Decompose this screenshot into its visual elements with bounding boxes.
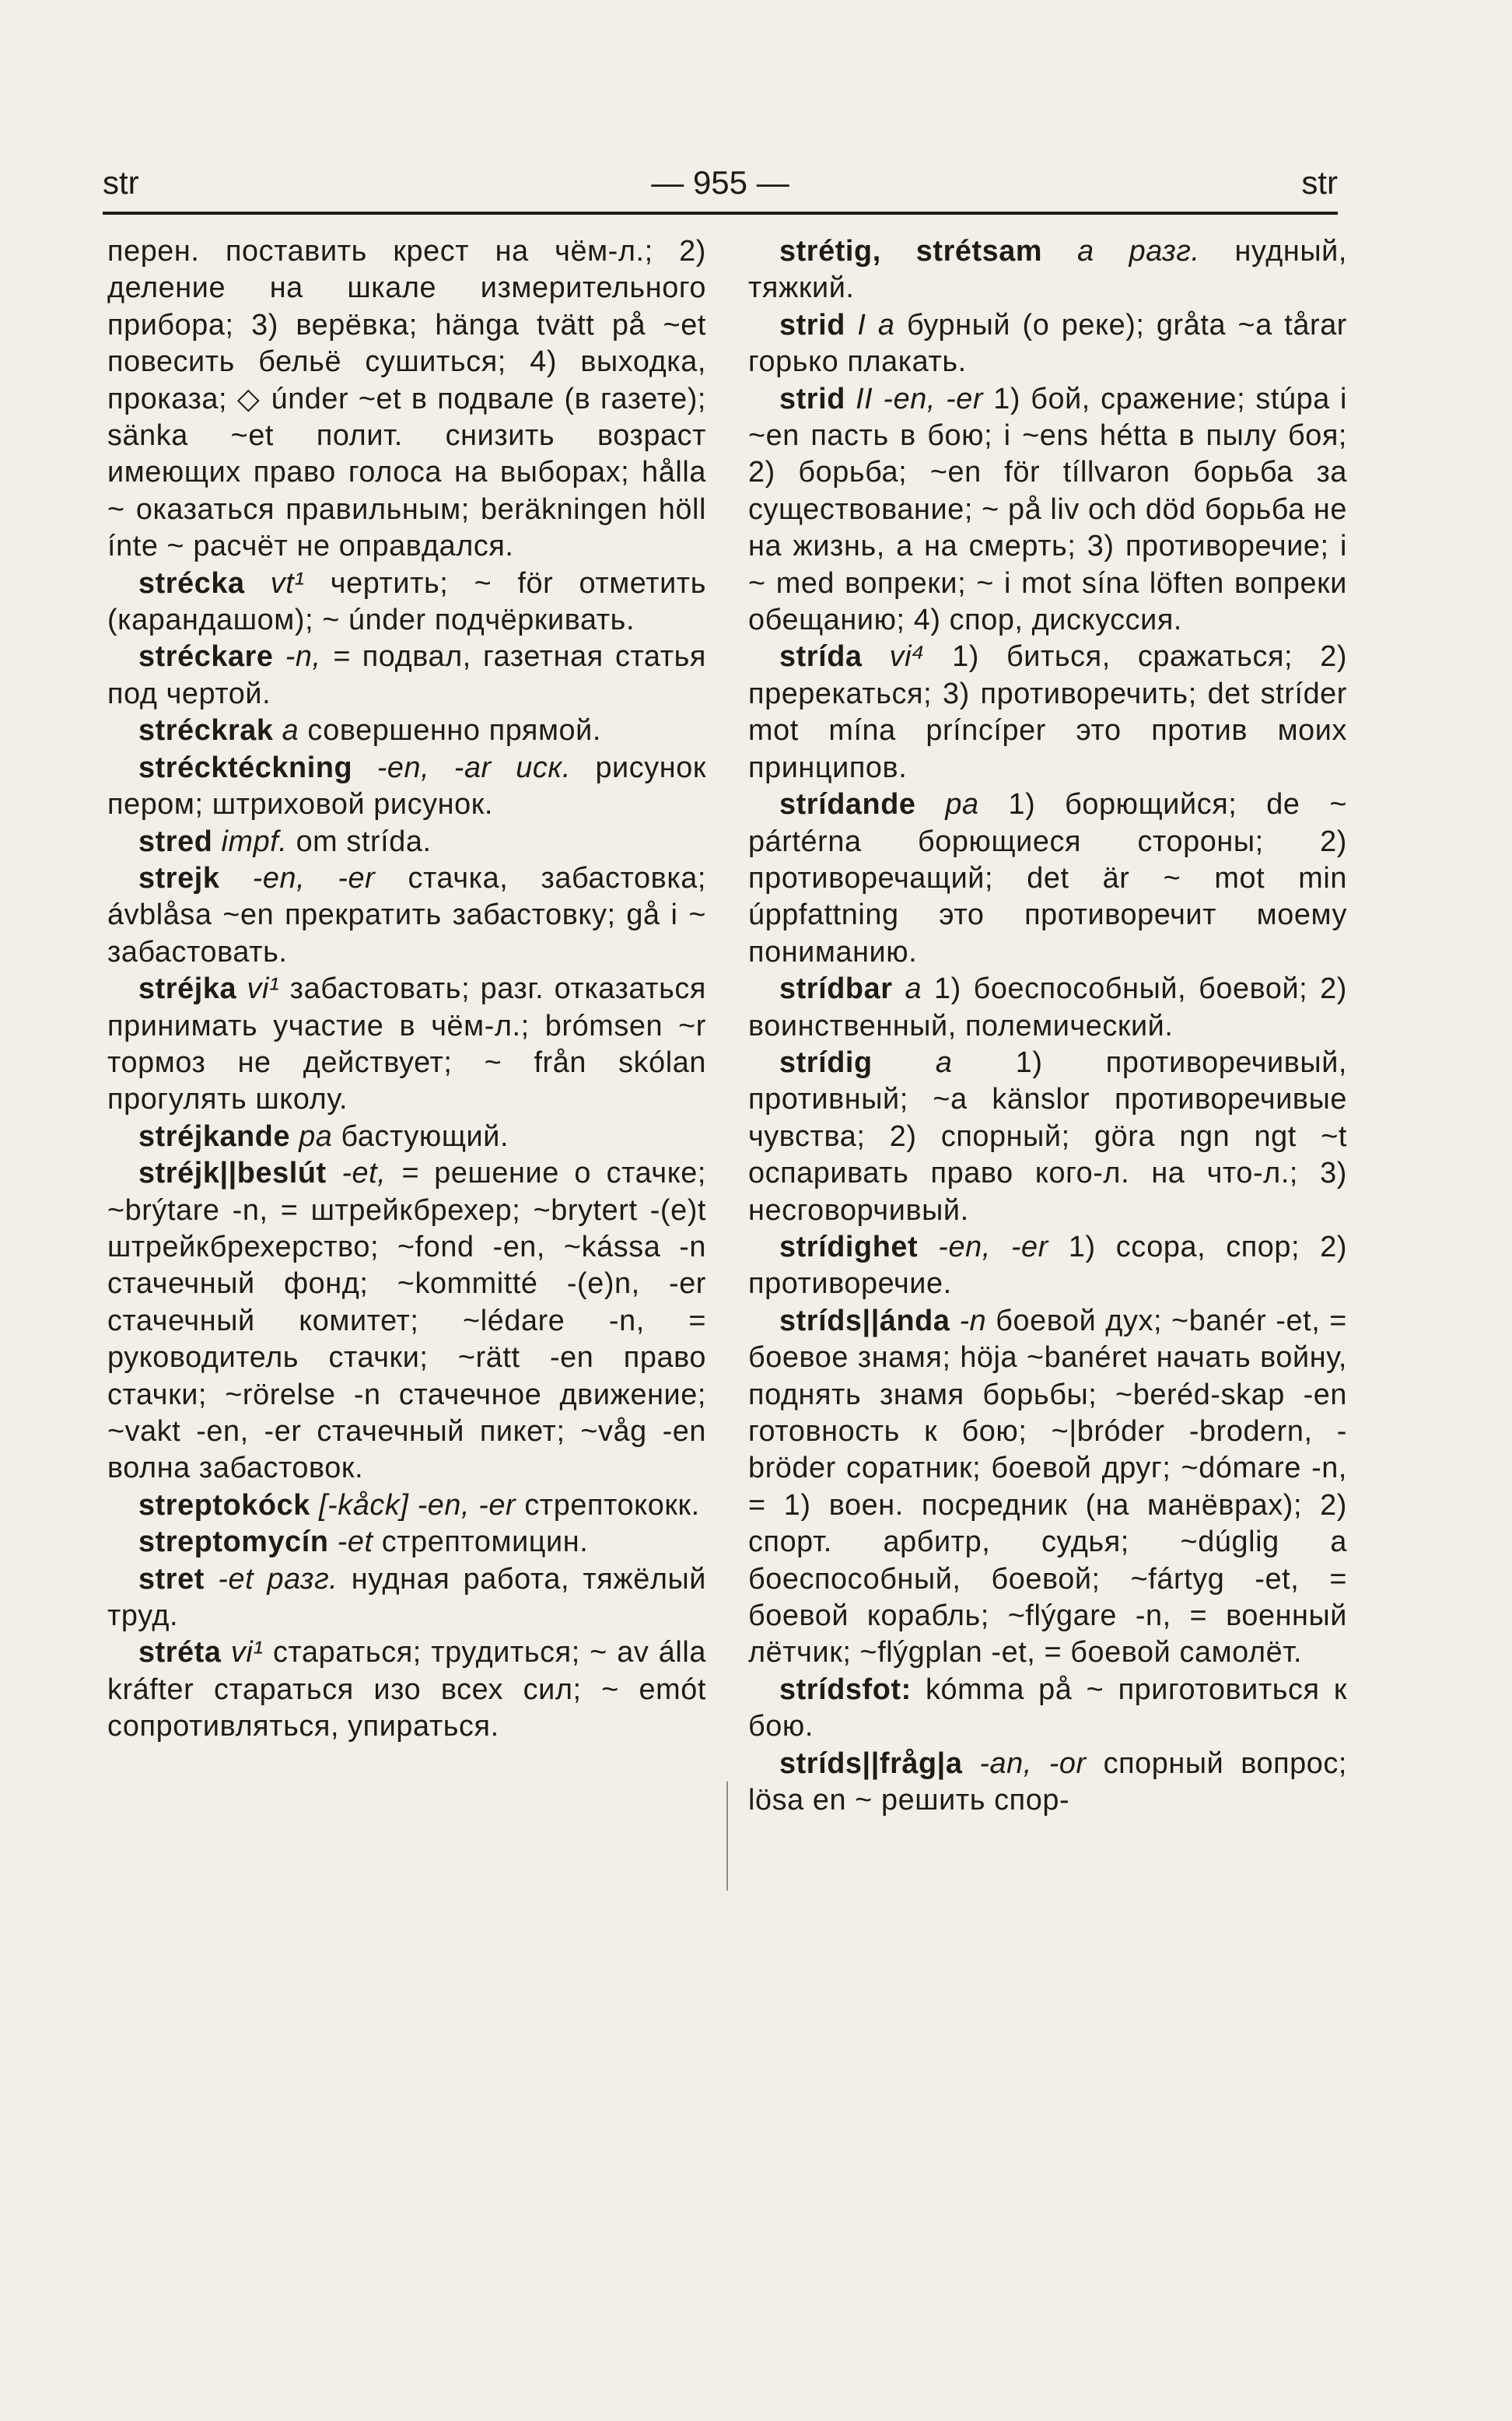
grammar-note: vi⁴ bbox=[889, 640, 926, 674]
definition-text: 1) бой, сражение; stúpa i ~en пасть в бою; i ~ens hétta в пылу боя; 2) борьба; ~en för tíllvaron борьба за существование; ~ på liv och död борьба не на жизнь, а на смерть; 3) противоречие; i ~ med вопреки; ~ i mot sína löften вопреки обещанию; 4) спор, дискуссия. bbox=[748, 382, 1347, 637]
grammar-note: a bbox=[935, 1046, 953, 1079]
left-guide-word: str bbox=[103, 164, 139, 201]
headword: strídighet bbox=[779, 1230, 919, 1263]
grammar-note: -et, = bbox=[341, 1157, 419, 1190]
definition-text: спорный вопрос; lösa en ~ решить спор- bbox=[748, 1747, 1347, 1817]
headword: stréckrak bbox=[138, 714, 274, 748]
grammar-note: -et bbox=[337, 1526, 373, 1559]
headword: strídande bbox=[779, 788, 916, 822]
dictionary-entry bbox=[748, 233, 1347, 307]
dictionary-entry bbox=[107, 1524, 706, 1561]
column-divider bbox=[726, 1782, 728, 1890]
headword: streptomycín bbox=[138, 1526, 329, 1559]
definition-text: kómma på ~ приготовиться к бою. bbox=[748, 1673, 1347, 1743]
left-column bbox=[107, 233, 706, 1746]
definition-text: забастовать; разг. отказаться принимать участие в чём-л.; brómsen ~r тормоз не действует; ~ från skólan прогулять школу. bbox=[107, 972, 706, 1116]
dictionary-entry bbox=[107, 1119, 706, 1155]
dictionary-entry bbox=[748, 1303, 1347, 1672]
headword: stréckare bbox=[138, 640, 274, 674]
dictionary-entry bbox=[107, 860, 706, 971]
dictionary-entry bbox=[748, 1045, 1347, 1229]
definition-text: боевой дух; ~banér -et, = боевое знамя; höja ~banéret начать войну, поднять знамя борьбы; ~beréd-skap -en готовность к бою; ~|bróder -brodern, -bröder соратник; боевой друг; ~dómare -n, = 1) воен. посредник (на манёврах); 2) спорт. арбитр, судья; ~dúglig a боеспособный, боевой; ~fártyg -et, = боевой корабль; ~flýgare -n, = военный лётчик; ~flýgplan -et, = боевой самолёт. bbox=[748, 1304, 1347, 1669]
grammar-note: -en, -ar иск. bbox=[376, 751, 571, 784]
header-rule bbox=[103, 212, 1338, 215]
dictionary-entry bbox=[748, 787, 1347, 971]
headword: stret bbox=[138, 1562, 205, 1596]
grammar-note: vt¹ bbox=[270, 566, 305, 600]
definition-text: бурный (о реке); gråta ~a tårar горько плакать. bbox=[748, 308, 1347, 379]
dictionary-entry bbox=[107, 1487, 706, 1524]
dictionary-entry bbox=[748, 307, 1347, 381]
headword: stríds||ánda bbox=[779, 1304, 950, 1337]
definition-text: 1) противоречивый, противный; ~a känslor противоречивые чувства; 2) спорный; göra ngn ngt ~t оспаривать право кого-л. на что-л.; 3) несговорчивый. bbox=[748, 1046, 1348, 1227]
headword: strétig, strétsam bbox=[779, 235, 1043, 268]
headword: stréjkande bbox=[138, 1119, 291, 1153]
definition-text: решение о стачке; ~brýtare -n, = штрейкбрехер; ~brytert -(e)t штрейкбрехерство; ~fond -en, ~kássa -n стачечный фонд; ~kommitté -(e)n, -er стачечный комитет; ~lédare -n, = руководитель стачки; ~rätt -en право стачки; ~rörelse -n стачечное движение; ~vakt -en, -er стачечный пикет; ~våg -en волна забастовок. bbox=[107, 1157, 706, 1485]
headword: strejk bbox=[138, 861, 220, 895]
definition-text: чертить; ~ för отметить (карандашом); ~ únder подчёркивать. bbox=[107, 566, 707, 637]
grammar-note: -en, -er bbox=[938, 1230, 1048, 1263]
dictionary-entry bbox=[107, 639, 706, 713]
grammar-note: vi¹ bbox=[247, 972, 280, 1006]
definition-text: стараться; трудиться; ~ av álla kráfter стараться изо всех сил; ~ emót сопротивляться, упираться. bbox=[107, 1636, 706, 1743]
dictionary-entry bbox=[748, 1746, 1347, 1820]
definition-text: подвал, газетная статья под чертой. bbox=[107, 640, 706, 710]
headword: strídbar bbox=[779, 972, 893, 1006]
dictionary-entry bbox=[748, 381, 1347, 639]
dictionary-entry bbox=[107, 1155, 706, 1487]
grammar-note: -n, = bbox=[285, 640, 351, 674]
grammar-note: -et разг. bbox=[218, 1562, 338, 1596]
grammar-note: vi¹ bbox=[230, 1636, 264, 1669]
dictionary-entry bbox=[748, 971, 1347, 1045]
definition-text: стрептомицин. bbox=[381, 1526, 589, 1559]
dictionary-entry bbox=[107, 1561, 706, 1635]
definition-text: 1) биться, сражаться; 2) пререкаться; 3) противоречить; det stríder mot mína príncíper это против моих принципов. bbox=[748, 640, 1347, 784]
grammar-note: pa bbox=[299, 1119, 333, 1153]
dictionary-entry bbox=[107, 566, 706, 639]
headword: strídig bbox=[779, 1046, 873, 1079]
headword: strid bbox=[779, 308, 845, 342]
definition-text: совершенно прямой. bbox=[307, 714, 601, 748]
headword: stréjk||beslút bbox=[138, 1157, 327, 1190]
headword: stríds||fråg|a bbox=[779, 1747, 963, 1780]
definition-text: 1) ссора, спор; 2) противоречие. bbox=[748, 1230, 1348, 1301]
definition-text: рисунок пером; штриховой рисунок. bbox=[107, 751, 706, 822]
page-number: — 955 — bbox=[651, 164, 789, 201]
grammar-note: II -en, -er bbox=[856, 382, 984, 415]
headword: stred bbox=[138, 825, 213, 858]
dictionary-entry bbox=[107, 824, 706, 860]
grammar-note: a bbox=[905, 972, 922, 1006]
definition-text: нудная работа, тяжёлый труд. bbox=[107, 1562, 707, 1633]
definition-text: перен. поставить крест на чём-л.; 2) деление на шкале измерительного прибора; 3) верёвка; hänga tvätt på ~et повесить бельё сушиться; 4) выходка, проказа; ◇ únder ~et в подвале (в газете); sänka ~et полит. снизить возраст имеющих право голоса на выборах; hålla ~ оказаться правильным; beräkningen höll ínte ~ расчёт не оправдался. bbox=[107, 235, 706, 563]
grammar-note: -n bbox=[959, 1304, 987, 1337]
dictionary-entry bbox=[107, 971, 706, 1119]
definition-text: стрептококк. bbox=[524, 1488, 700, 1522]
grammar-note: -an, -or bbox=[979, 1747, 1087, 1780]
grammar-note: I a bbox=[857, 308, 895, 342]
definition-text: стачка, забастовка; ávblåsa ~en прекратить забастовку; gå i ~ забастовать. bbox=[107, 861, 707, 969]
definition-text: нудный, тяжкий. bbox=[748, 235, 1347, 305]
grammar-note: a разг. bbox=[1077, 235, 1200, 268]
definition-text: om strída. bbox=[296, 825, 432, 858]
dictionary-entry bbox=[748, 1229, 1347, 1303]
headword: stréjka bbox=[138, 972, 237, 1006]
headword: strída bbox=[779, 640, 863, 674]
grammar-note: -en, -er bbox=[252, 861, 376, 895]
definition-text: бастующий. bbox=[341, 1119, 509, 1153]
grammar-note: a bbox=[282, 714, 299, 748]
headword: strídsfot: bbox=[779, 1673, 912, 1706]
right-guide-word: str bbox=[1301, 164, 1338, 201]
dictionary-entry bbox=[107, 233, 706, 566]
definition-text: 1) борющийся; de ~ pártérna борющиеся стороны; 2) противоречащий; det är ~ mot min úppfattning это противоречит моему пониманию. bbox=[748, 788, 1347, 969]
headword: strécka bbox=[138, 566, 245, 600]
grammar-note: pa bbox=[945, 788, 979, 822]
dictionary-entry bbox=[748, 639, 1347, 787]
grammar-note: impf. bbox=[221, 825, 288, 858]
headword: stréta bbox=[138, 1636, 222, 1669]
headword: streptokóck bbox=[138, 1488, 310, 1522]
dictionary-entry bbox=[107, 750, 706, 824]
definition-text: 1) боеспособный, боевой; 2) воинственный, полемический. bbox=[748, 972, 1347, 1042]
grammar-note: [-kåck] -en, -er bbox=[318, 1488, 516, 1522]
headword: strécktéckning bbox=[138, 751, 353, 784]
headword: strid bbox=[779, 382, 845, 415]
dictionary-entry bbox=[107, 1634, 706, 1745]
dictionary-entry bbox=[107, 713, 706, 749]
right-column bbox=[748, 233, 1347, 1819]
page-header bbox=[103, 159, 1338, 206]
dictionary-entry bbox=[748, 1672, 1347, 1746]
